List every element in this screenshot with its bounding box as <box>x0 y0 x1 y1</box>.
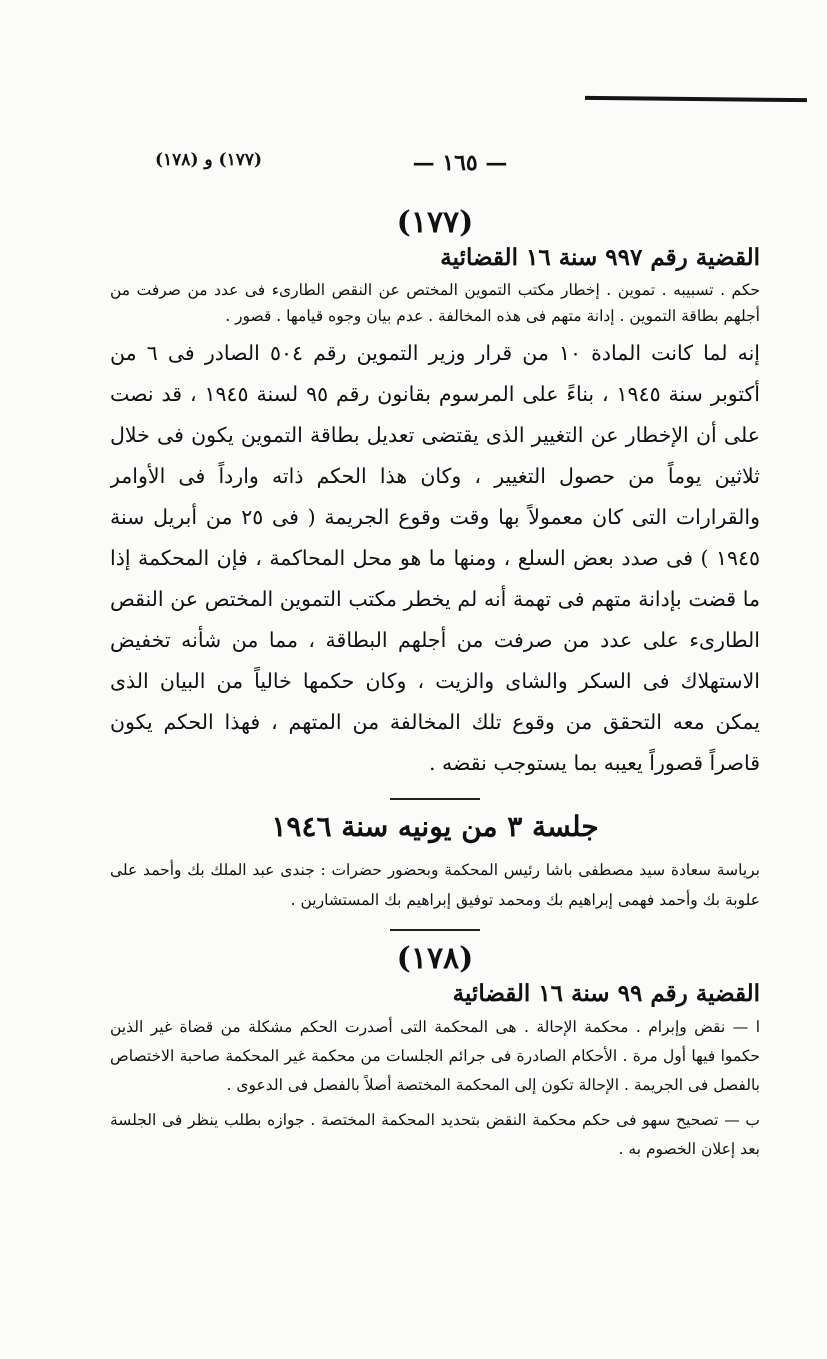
page-number: — ١٦٥ — <box>412 150 508 176</box>
top-rule <box>585 96 807 102</box>
case-177-summary: حكم . تسبيبه . تموين . إخطار مكتب التموين المختص عن النقص الطارىء فى عدد من صرفت من أجلهم بطاقة التموين . إدانة متهم فى هذه المخالفة . عدم بيان وجوه قيامها . قصور . <box>110 281 760 325</box>
running-head: (١٧٧) و (١٧٨) <box>155 150 263 170</box>
session-presidency: برياسة سعادة سيد مصطفى باشا رئيس المحكمة وبحضور حضرات : جندى عبد الملك بك وأحمد على علوبة بك وأحمد فهمى إبراهيم بك ومحمد توفيق إبراهيم بك المستشارين . <box>110 861 760 909</box>
session-title: جلسة ٣ من يونيه سنة ١٩٤٦ <box>271 810 599 843</box>
case-178-points <box>110 1013 760 1164</box>
section-divider <box>390 929 480 931</box>
case-178-point-b: ب — تصحيح سهو فى حكم محكمة النقض بتحديد المحكمة المختصة . جوازه بطلب ينظر فى الجلسة بعد إعلان الخصوم به . <box>110 1111 760 1158</box>
section-divider <box>390 798 480 800</box>
page-body <box>110 205 760 1265</box>
case-178-point-a: ا — نقض وإبرام . محكمة الإحالة . هى المحكمة التى أصدرت الحكم مشكلة من قضاة غير الذين حكموا فيها أول مرة . الأحكام الصادرة فى جرائم الجلسات من محكمة غير المحكمة صاحبة الاختصاص بالفصل فى الجريمة . الإحالة تكون إلى المحكمة المختصة أصلاً بالفصل فى الدعوى . <box>110 1018 760 1094</box>
case-177-title: القضية رقم ٩٩٧ سنة ١٦ القضائية <box>440 244 760 271</box>
case-177-body: إنه لما كانت المادة ١٠ من قرار وزير التموين رقم ٥٠٤ الصادر فى ٦ من أكتوبر سنة ١٩٤٥ ، بناءً على المرسوم بقانون رقم ٩٥ لسنة ١٩٤٥ ، قد نصت على أن الإخطار عن التغيير الذى يقتضى تعديل بطاقة التموين يكون فى خلال ثلاثين يوماً من حصول التغيير ، وكان هذا الحكم ذاته وارداً فى الأوامر والقرارات التى كان معمولاً بها وقت وقوع الجريمة ( فى ٢٥ من أبريل سنة ١٩٤٥ ) فى صدد بعض السلع ، ومنها ما هو محل المحاكمة ، فإن المحكمة إذا ما قضت بإدانة متهم فى تهمة أنه لم يخطر مكتب التموين المختص عن النقص الطارىء على عدد من صرفت من أجلهم البطاقة ، مما من شأنه تخفيض الاستهلاك فى السكر والشاى والزيت ، وكان حكمها خالياً من البيان الذى يمكن معه التحقق من وقوع تلك المخالفة من المتهم ، فهذا الحكم يكون قاصراً قصوراً يعيبه بما يستوجب نقضه . <box>110 341 760 775</box>
case-178-number: (١٧٨) <box>396 941 474 976</box>
case-178-title: القضية رقم ٩٩ سنة ١٦ القضائية <box>452 980 760 1007</box>
page-header <box>0 150 827 180</box>
case-177-number: (١٧٧) <box>396 205 474 240</box>
